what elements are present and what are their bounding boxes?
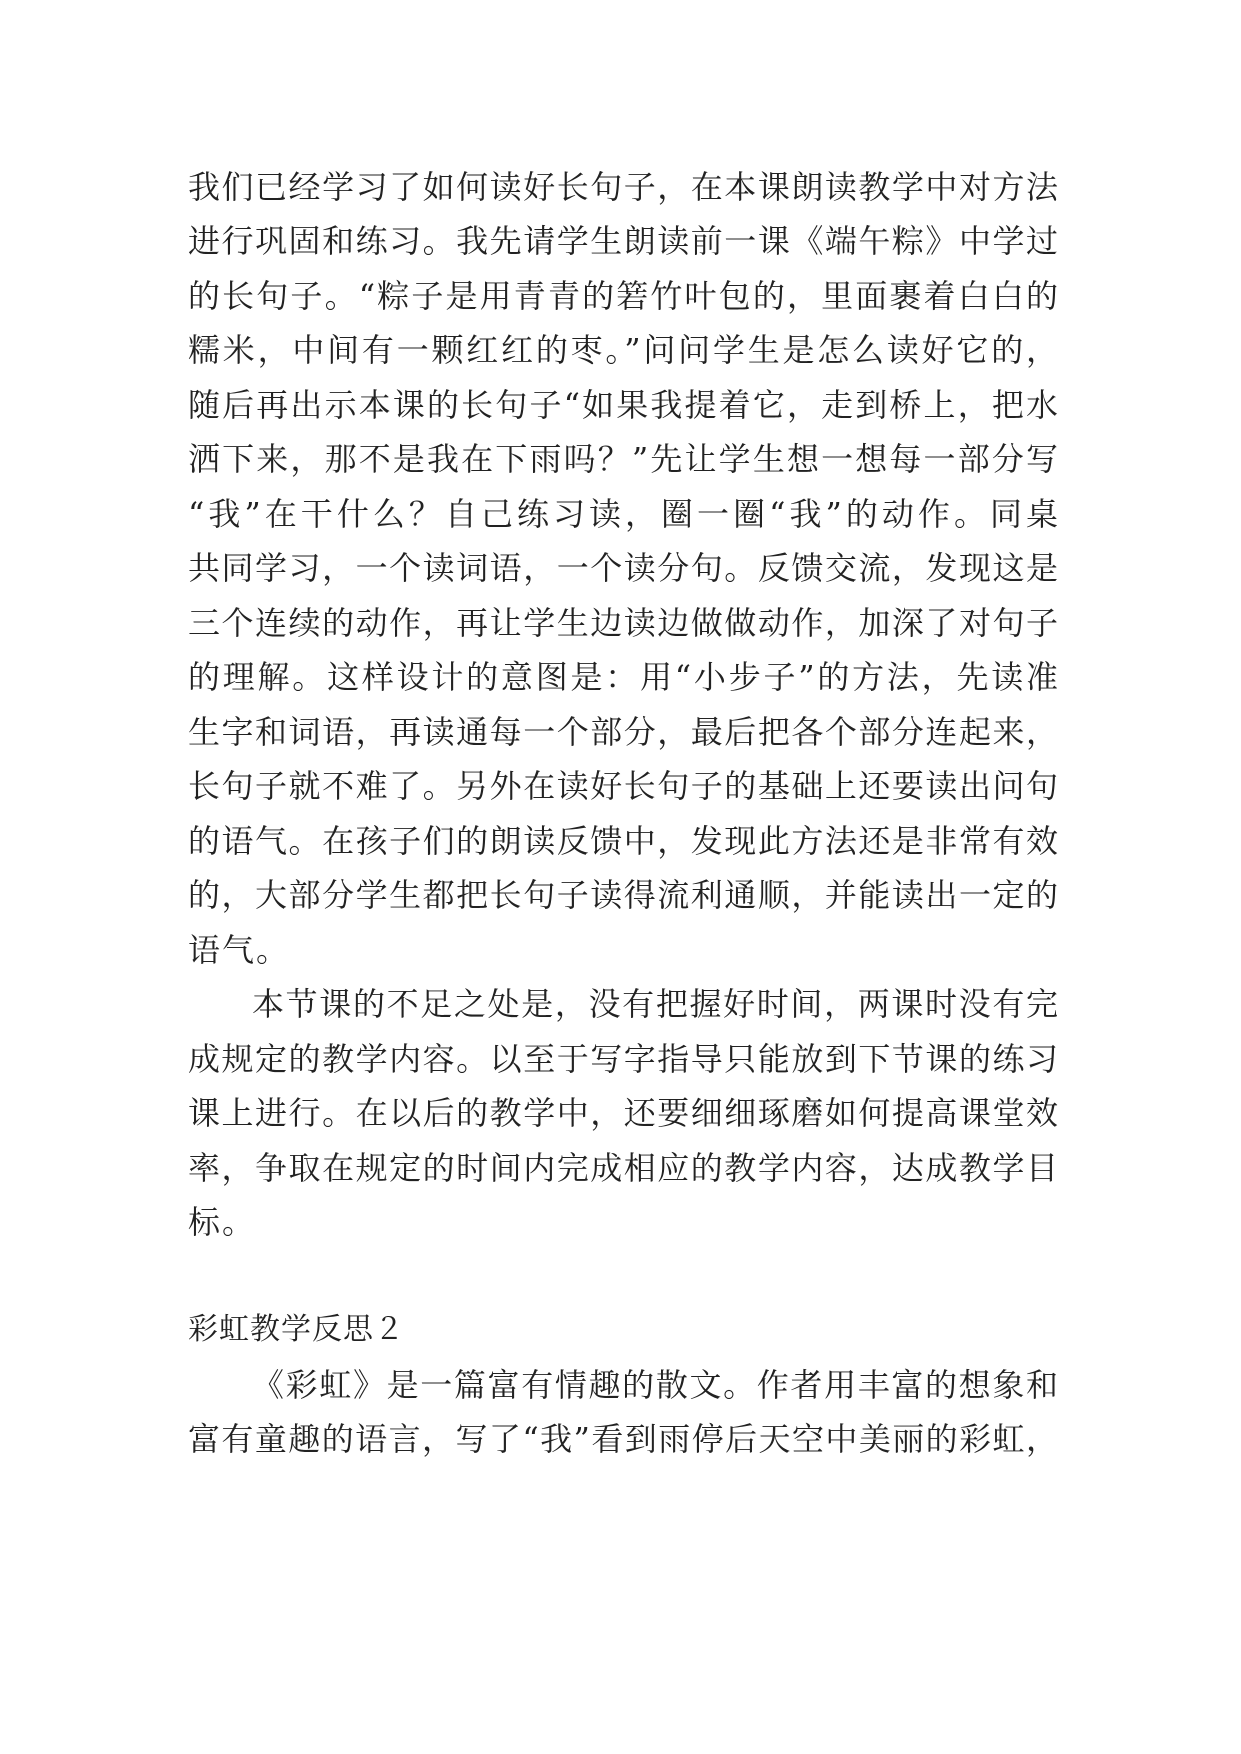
text-line: 语气。 [188, 931, 291, 969]
text-line: “我”在干什么？自己练习读，圈一圈“我”的动作。同桌 [188, 495, 1058, 533]
text-line: 的语气。在孩子们的朗读反馈中，发现此方法还是非常有效 [188, 822, 1058, 860]
section-title: 彩虹教学反思２ [188, 1312, 405, 1347]
text-line: 的长句子。“粽子是用青青的箬竹叶包的，里面裹着白白的 [188, 277, 1058, 315]
text-line: 三个连续的动作，再让学生边读边做做动作，加深了对句子 [188, 604, 1058, 642]
text-line: 标。 [188, 1203, 257, 1241]
text-line: 课上进行。在以后的教学中，还要细细琢磨如何提高课堂效 [188, 1094, 1058, 1132]
text-line: 成规定的教学内容。以至于写字指导只能放到下节课的练习 [188, 1040, 1058, 1078]
text-line: 富有童趣的语言，写了“我”看到雨停后天空中美丽的彩虹， [188, 1420, 1058, 1458]
text-line: 糯米，中间有一颗红红的枣。”问问学生是怎么读好它的， [188, 331, 1058, 369]
text-line: 洒下来，那不是我在下雨吗？”先让学生想一想每一部分写 [188, 440, 1058, 478]
text-line: 进行巩固和练习。我先请学生朗读前一课《端午粽》中学过 [188, 222, 1058, 260]
text-line: 随后再出示本课的长句子“如果我提着它，走到桥上，把水 [188, 386, 1058, 424]
text-line: 的理解。这样设计的意图是：用“小步子”的方法，先读准 [188, 658, 1058, 696]
text-line: 《彩虹》是一篇富有情趣的散文。作者用丰富的想象和 [252, 1366, 1058, 1404]
text-line: 生字和词语，再读通每一个部分，最后把各个部分连起来， [188, 713, 1058, 751]
text-line: 长句子就不难了。另外在读好长句子的基础上还要读出问句 [188, 767, 1058, 805]
text-line: 的，大部分学生都把长句子读得流利通顺，并能读出一定的 [188, 876, 1058, 914]
text-line: 我们已经学习了如何读好长句子，在本课朗读教学中对方法 [188, 168, 1058, 206]
text-line: 率，争取在规定的时间内完成相应的教学内容，达成教学目 [188, 1149, 1058, 1187]
text-line: 本节课的不足之处是，没有把握好时间，两课时没有完 [252, 985, 1058, 1023]
text-line: 共同学习，一个读词语，一个读分句。反馈交流，发现这是 [188, 549, 1058, 587]
